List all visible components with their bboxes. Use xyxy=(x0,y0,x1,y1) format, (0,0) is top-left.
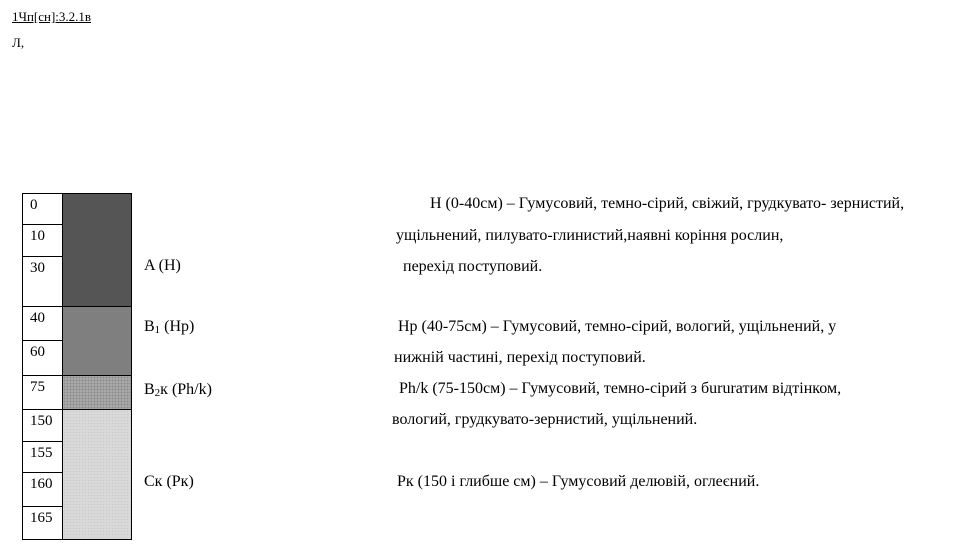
depth-mark: 155 xyxy=(22,441,62,473)
horizon-h-description-line1: H (0-40см) – Гумусовий, темно-сірий, свіжий, грудкувато- зернистий, xyxy=(430,195,905,212)
horizon-phk-description-line1: Ph/k (75-150см) – Гумусовий, темно-сірий з бururатим відтінком, xyxy=(399,380,842,397)
horizon-b2-label: $B_2к$ (Ph/k) xyxy=(144,381,212,399)
depth-mark: 0 xyxy=(22,193,62,225)
depth-mark: 40 xyxy=(22,306,62,341)
horizon-hp-description-line2: нижній частині, перехід поступовий. xyxy=(394,349,646,366)
profile-index-code: 1Чп[сн]:3.2.1в xyxy=(12,9,92,24)
depth-mark: 75 xyxy=(22,375,62,410)
horizon-h-description-line2: ущільнений, пилувато-глинистий,наявні коріння рослин, xyxy=(396,227,784,244)
horizon-a-label: A (H) xyxy=(144,257,181,274)
horizon-c-label: Ск (Рк) xyxy=(144,473,194,490)
horizon-b1-label: $B_1$ (Hp) xyxy=(144,318,195,336)
horizon-b1-fill xyxy=(62,306,132,376)
soil-profile-column xyxy=(62,193,132,540)
horizon-phk-description-line2: вологий, грудкувато-зернистий, ущільнений. xyxy=(392,411,698,428)
horizon-h-description-line3: перехід поступовий. xyxy=(403,258,543,275)
depth-mark: 10 xyxy=(22,224,62,257)
depth-mark: 30 xyxy=(22,256,62,307)
depth-scale xyxy=(22,193,62,540)
depth-mark: 150 xyxy=(22,409,62,442)
horizon-a-fill xyxy=(62,193,132,307)
horizon-pk-description-line1: Рк (150 і глибше см) – Гумусовий делювій, оглеєний. xyxy=(397,473,760,490)
horizon-b2-fill xyxy=(62,375,132,410)
horizon-hp-description-line1: Hp (40-75см) – Гумусовий, темно-сірий, вологий, ущільнений, у xyxy=(398,318,837,335)
depth-mark: 160 xyxy=(22,472,62,507)
profile-index-code-line2: Л, xyxy=(12,35,25,50)
horizon-c-fill xyxy=(62,409,132,540)
depth-mark: 165 xyxy=(22,506,62,540)
depth-mark: 60 xyxy=(22,340,62,376)
